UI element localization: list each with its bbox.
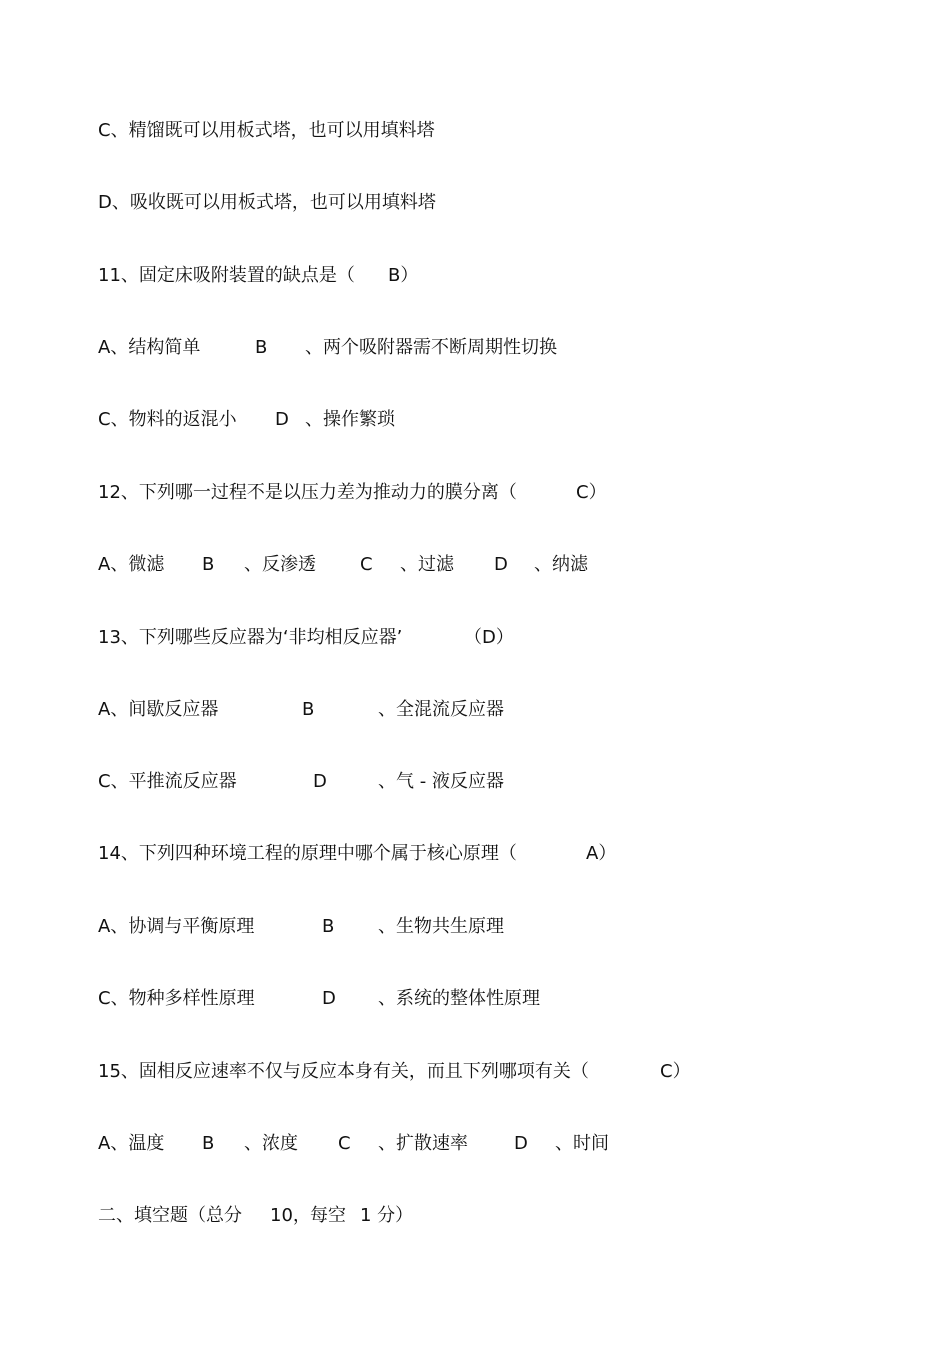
option-text: C、精馏既可以用板式塔，也可以用填料塔 bbox=[98, 120, 435, 141]
option-text: A、微滤 bbox=[98, 554, 165, 575]
option-letter: D bbox=[313, 771, 327, 792]
heading-text: 每空 bbox=[310, 1205, 346, 1226]
option-text: C、物种多样性原理 bbox=[98, 988, 255, 1009]
option-letter: C bbox=[360, 554, 373, 575]
option-letter: B bbox=[202, 1133, 215, 1154]
question-text: 14、下列四种环境工程的原理中哪个属于核心原理（ bbox=[98, 843, 517, 864]
option-letter: D bbox=[322, 988, 336, 1009]
option-letter: D bbox=[275, 409, 289, 430]
option-text: 、过滤 bbox=[400, 554, 454, 575]
heading-text: 二、填空题（总分 bbox=[98, 1205, 242, 1226]
option-text: 、全混流反应器 bbox=[378, 699, 504, 720]
option-text: A、结构简单 bbox=[98, 337, 201, 358]
option-text: C、平推流反应器 bbox=[98, 771, 237, 792]
answer-text: A） bbox=[586, 843, 617, 864]
option-text: A、间歇反应器 bbox=[98, 699, 219, 720]
option-text: 、时间 bbox=[555, 1133, 609, 1154]
question-text: 11、固定床吸附装置的缺点是（ bbox=[98, 265, 355, 286]
answer-text: C） bbox=[576, 482, 607, 503]
option-text: A、协调与平衡原理 bbox=[98, 916, 255, 937]
option-text: 、反渗透 bbox=[244, 554, 316, 575]
option-letter: D bbox=[514, 1133, 528, 1154]
option-text: 、纳滤 bbox=[534, 554, 588, 575]
option-text: 、扩散速率 bbox=[378, 1133, 468, 1154]
heading-text: 10， bbox=[270, 1205, 311, 1226]
option-letter: C bbox=[338, 1133, 351, 1154]
option-letter: B bbox=[302, 699, 315, 720]
option-line bbox=[98, 119, 435, 191]
option-text: 、生物共生原理 bbox=[378, 916, 504, 937]
option-line bbox=[98, 191, 436, 263]
answer-text: C） bbox=[660, 1061, 691, 1082]
section-heading bbox=[98, 1204, 414, 1348]
heading-text: 1 分） bbox=[360, 1205, 414, 1226]
option-text: 、浓度 bbox=[244, 1133, 298, 1154]
option-text: 、操作繁琐 bbox=[305, 409, 395, 430]
option-letter: D bbox=[494, 554, 508, 575]
option-text: 、气 - 液反应器 bbox=[378, 771, 504, 792]
option-letter: B bbox=[322, 916, 335, 937]
option-text: D、吸收既可以用板式塔，也可以用填料塔 bbox=[98, 192, 436, 213]
question-text: 12、下列哪一过程不是以压力差为推动力的膜分离（ bbox=[98, 482, 517, 503]
option-letter: B bbox=[202, 554, 215, 575]
option-text: C、物料的返混小 bbox=[98, 409, 237, 430]
question-text: 15、固相反应速率不仅与反应本身有关，而且下列哪项有关（ bbox=[98, 1061, 589, 1082]
answer-text: B） bbox=[388, 265, 419, 286]
option-text: 、两个吸附器需不断周期性切换 bbox=[305, 337, 557, 358]
answer-text: （D） bbox=[464, 627, 514, 648]
option-text: A、温度 bbox=[98, 1133, 165, 1154]
option-letter: B bbox=[255, 337, 268, 358]
option-text: 、系统的整体性原理 bbox=[378, 988, 540, 1009]
question-text: 13、下列哪些反应器为‘非均相反应器’ bbox=[98, 627, 403, 648]
